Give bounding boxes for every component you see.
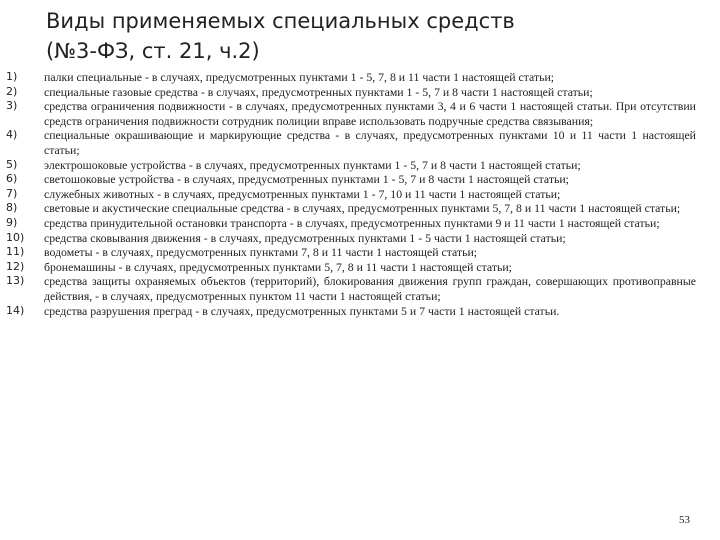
list-item-text: средства защиты охраняемых объектов (территорий), блокирования движения групп граждан, совершающих противоправные действия, - в случаях, предусмотренных пунктом 11 части 1 настоящей статьи; [44,274,696,303]
list-item-text: светошоковые устройства - в случаях, предусмотренных пунктами 1 - 5, 7 и 8 части 1 настоящей статьи; [44,172,569,187]
list-item [6,158,696,173]
special-means-list [6,70,696,318]
list-item [6,231,696,246]
list-item-text: световые и акустические специальные средства - в случаях, предусмотренных пунктами 5, 7, 8 и 11 части 1 настоящей статьи; [44,201,681,216]
title-line-2: (№3-ФЗ, ст. 21, ч.2) [46,39,260,63]
list-item-text: электрошоковые устройства - в случаях, предусмотренных пунктами 1 - 5, 7 и 8 части 1 настоящей статьи; [44,157,581,172]
list-item-number: 2) [6,84,18,98]
list-item-number: 1) [6,70,18,83]
list-item [6,99,696,128]
slide-title [46,6,686,66]
list-item [6,274,696,303]
list-item-number: 11) [6,245,25,259]
list-item [6,304,696,319]
list-item-number: 4) [6,128,18,142]
list-item [6,172,696,187]
list-item-text: средства разрушения преград - в случаях, предусмотренных пунктами 5 и 7 части 1 настоящей статьи. [44,303,560,318]
list-item [6,85,696,100]
list-item-text: средства ограничения подвижности - в случаях, предусмотренных пунктами 3, 4 и 6 части 1 настоящей статьи. При отсутствии средств ограничения подвижности сотрудник полиции вправе использовать подручные средства связывания; [44,99,696,128]
list-item-text: бронемашины - в случаях, предусмотренных пунктами 5, 7, 8 и 11 части 1 настоящей статьи; [44,259,512,274]
list-item-number: 10) [6,230,25,244]
list-item-text: специальные газовые средства - в случаях, предусмотренных пунктами 1 - 5, 7 и 8 части 1 настоящей статьи; [44,84,593,99]
list-item-text: средства принудительной остановки транспорта - в случаях, предусмотренных пунктами 9 и 11 части 1 настоящей статьи; [44,215,660,230]
list-item-text: служебных животных - в случаях, предусмотренных пунктами 1 - 7, 10 и 11 части 1 настоящей статьи; [44,186,561,201]
list-item-text: средства сковывания движения - в случаях, предусмотренных пунктами 1 - 5 части 1 настоящей статьи; [44,230,566,245]
list-item-number: 3) [6,99,18,113]
list-item-text: водометы - в случаях, предусмотренных пунктами 7, 8 и 11 части 1 настоящей статьи; [44,245,478,260]
page-number: 53 [679,514,690,526]
list-item-number: 14) [6,303,25,317]
list-item-number: 12) [6,259,25,273]
list-item-number: 13) [6,274,25,288]
list-item-text: специальные окрашивающие и маркирующие средства - в случаях, предусмотренных пунктами 10 и 11 части 1 настоящей статьи; [44,128,696,157]
list-item-number: 7) [6,186,18,200]
title-line-1: Виды применяемых специальных средств [46,9,515,33]
list-item [6,70,696,85]
list-item-number: 5) [6,157,18,171]
list-item [6,201,696,216]
list-item-number: 9) [6,215,18,229]
list-item-text: палки специальные - в случаях, предусмотренных пунктами 1 - 5, 7, 8 и 11 части 1 настоящей статьи; [44,70,555,84]
list-item-number: 8) [6,201,18,215]
list-item [6,245,696,260]
list-item [6,128,696,157]
list-item [6,187,696,202]
list-item [6,260,696,275]
list-item-number: 6) [6,172,18,186]
list-item [6,216,696,231]
